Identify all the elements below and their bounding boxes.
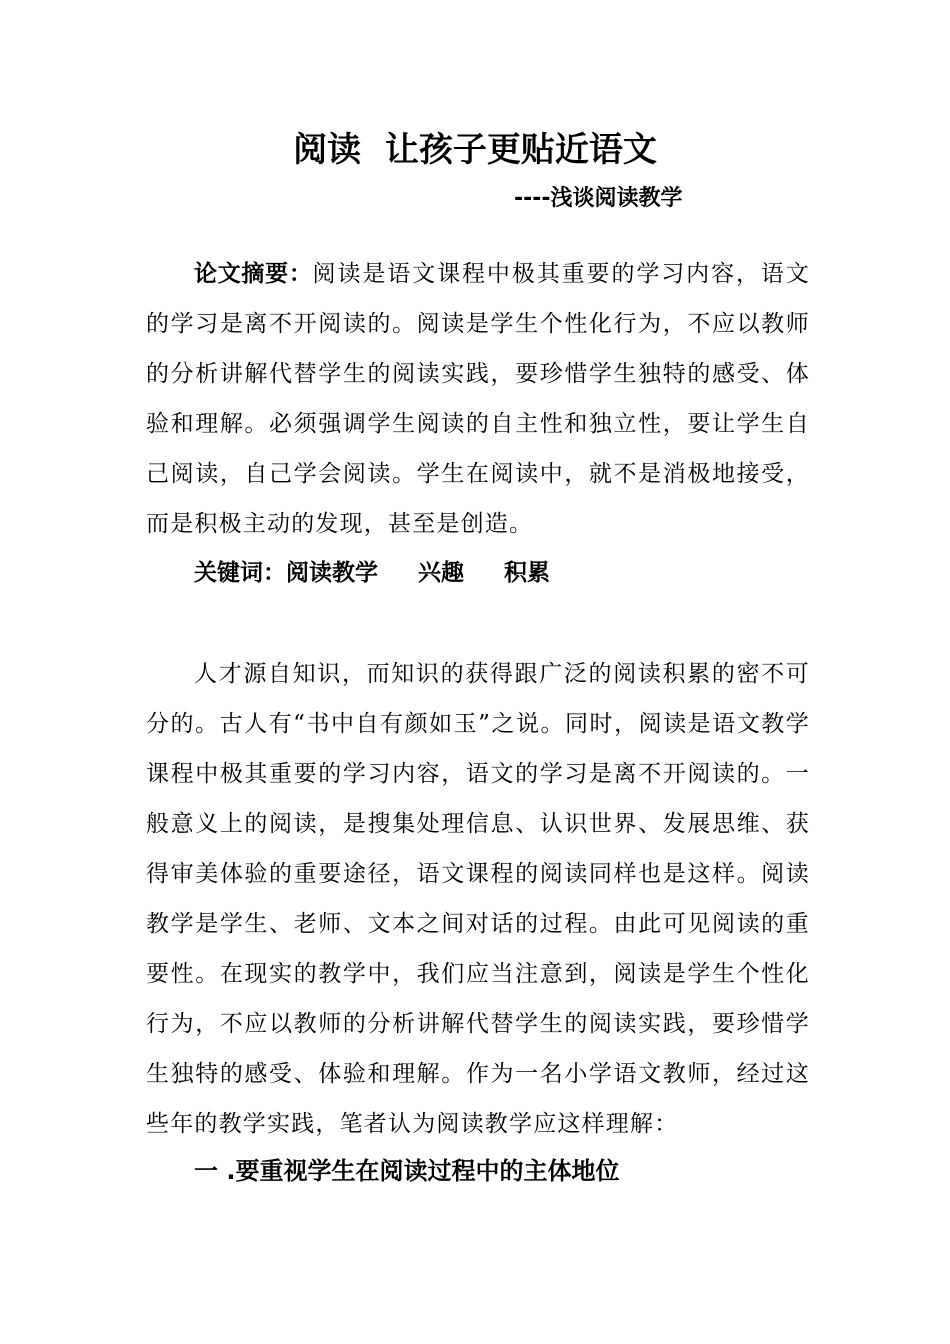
keywords-line [194,551,550,595]
keyword-term: 阅读教学 [286,560,378,586]
document-subtitle: ----浅谈阅读教学 [514,186,683,211]
intro-paragraph: 人才源自知识，而知识的获得跟广泛的阅读积累的密不可分的。古人有“书中自有颜如玉”之说。同时，阅读是语文教学课程中极其重要的学习内容，语文的学习是离不开阅读的。一般意义上的阅读，是搜集处理信息、认识世界、发展思维、获得审美体验的重要途径，语文课程的阅读同样也是这样。阅读教学是学生、老师、文本之间对话的过程。由此可见阅读的重要性。在现实的教学中，我们应当注意到，阅读是学生个性化行为，不应以教师的分析讲解代替学生的阅读实践，要珍惜学生独特的感受、体验和理解。作为一名小学语文教师，经过这些年的教学实践，笔者认为阅读教学应这样理解： [146,661,810,1137]
document-title: 阅读 让孩子更贴近语文 [293,130,657,170]
section-heading: 一 .要重视学生在阅读过程中的主体地位 [194,1157,620,1185]
abstract-paragraph [146,249,810,549]
keywords-label: 关键词： [194,560,286,586]
keyword-term: 积累 [504,560,550,586]
keyword-term: 兴趣 [418,560,464,586]
abstract-text: 阅读是语文课程中极其重要的学习内容，语文的学习是离不开阅读的。阅读是学生个性化行为，不应以教师的分析讲解代替学生的阅读实践，要珍惜学生独特的感受、体验和理解。必须强调学生阅读的自主性和独立性，要让学生自己阅读，自己学会阅读。学生在阅读中，就不是消极地接受，而是积极主动的发现，甚至是创造。 [146,261,811,537]
abstract-label: 论文摘要： [194,261,313,287]
